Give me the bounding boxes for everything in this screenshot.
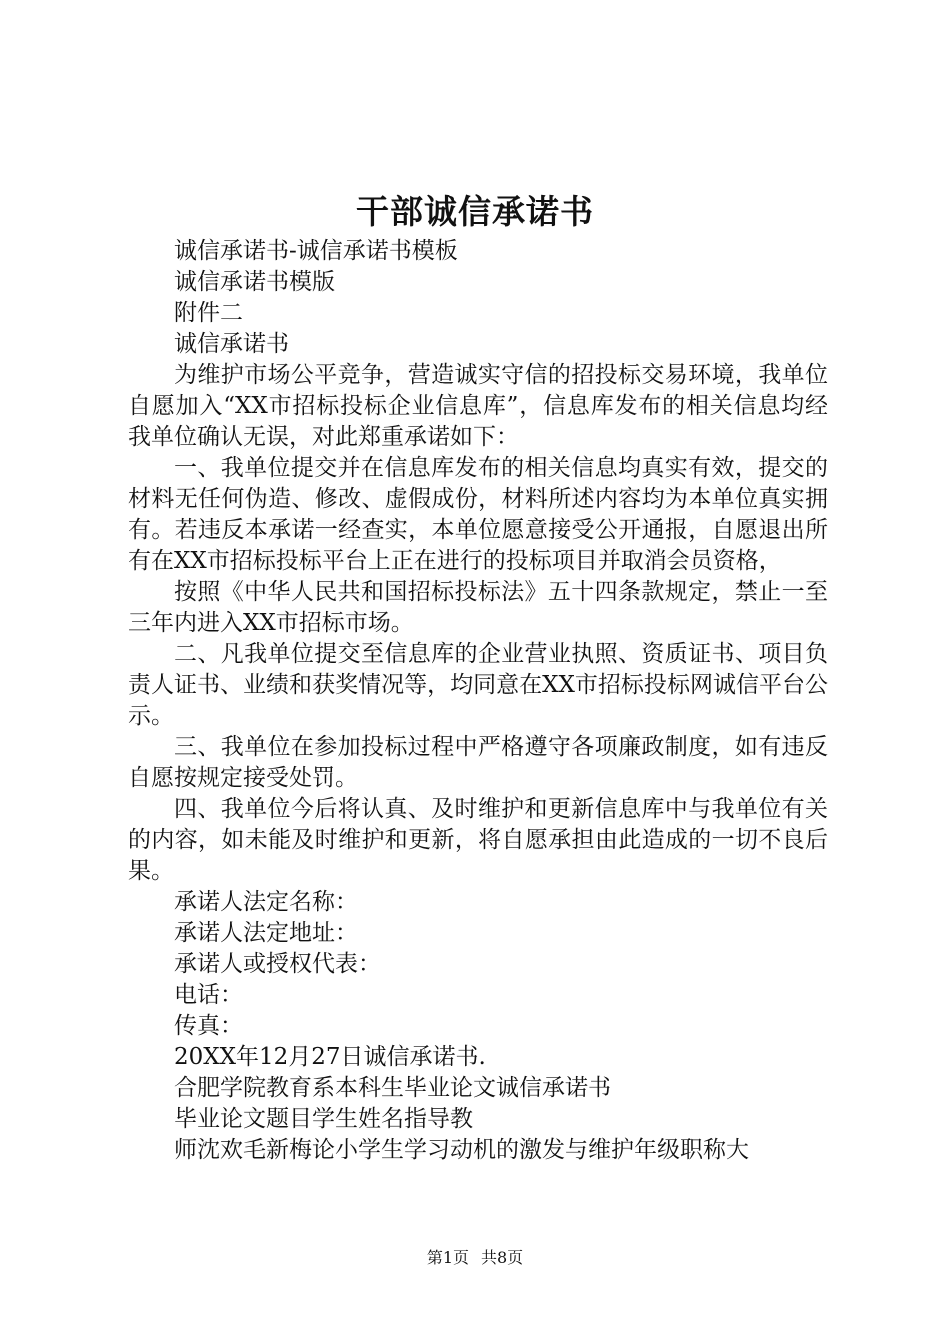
field-phone: 电话： bbox=[174, 982, 243, 1008]
field-legal-address: 承诺人法定地址： bbox=[174, 920, 358, 946]
heading-line: 附件二 bbox=[174, 300, 243, 326]
page-total: 共8页 bbox=[481, 1248, 524, 1267]
heading-line: 诚信承诺书-诚信承诺书模板 bbox=[174, 238, 458, 264]
paragraph-clause-2: 二、凡我单位提交至信息库的企业营业执照、资质证书、项目负责人证书、业绩和获奖情况等，均同意在XX市招标投标网诚信平台公示。 bbox=[128, 641, 828, 729]
field-representative: 承诺人或授权代表： bbox=[174, 951, 381, 977]
closing-line: 20XX年12月27日诚信承诺书. bbox=[174, 1044, 486, 1070]
paragraph-intro: 为维护市场公平竞争，营造诚实守信的招投标交易环境，我单位自愿加入“XX市招标投标企业信息库”，信息库发布的相关信息均经我单位确认无误，对此郑重承诺如下： bbox=[128, 362, 828, 450]
page-footer bbox=[0, 1245, 950, 1268]
paragraph-clause-1-cont: 按照《中华人民共和国招标投标法》五十四条款规定，禁止一至三年内进入XX市招标市场。 bbox=[128, 579, 828, 636]
closing-line: 毕业论文题目学生姓名指导教 bbox=[174, 1106, 473, 1132]
paragraph-clause-1: 一、我单位提交并在信息库发布的相关信息均真实有效，提交的材料无任何伪造、修改、虚假成份，材料所述内容均为本单位真实拥有。若违反本承诺一经查实，本单位愿意接受公开通报，自愿退出所有在XX市招标投标平台上正在进行的投标项目并取消会员资格， bbox=[128, 455, 828, 574]
document-body bbox=[128, 236, 828, 1166]
field-legal-name: 承诺人法定名称： bbox=[174, 889, 358, 915]
heading-line: 诚信承诺书 bbox=[174, 331, 289, 357]
document-title: 干部诚信承诺书 bbox=[356, 192, 594, 231]
paragraph-clause-3: 三、我单位在参加投标过程中严格遵守各项廉政制度，如有违反自愿按规定接受处罚。 bbox=[128, 734, 828, 791]
field-fax: 传真： bbox=[174, 1013, 243, 1039]
page-number: 第1页 bbox=[426, 1248, 469, 1267]
heading-line: 诚信承诺书模版 bbox=[174, 269, 335, 295]
paragraph-clause-4: 四、我单位今后将认真、及时维护和更新信息库中与我单位有关的内容，如未能及时维护和更新，将自愿承担由此造成的一切不良后果。 bbox=[128, 796, 828, 884]
closing-line: 合肥学院教育系本科生毕业论文诚信承诺书 bbox=[174, 1075, 611, 1101]
closing-line: 师沈欢毛新梅论小学生学习动机的激发与维护年级职称大 bbox=[174, 1137, 749, 1163]
